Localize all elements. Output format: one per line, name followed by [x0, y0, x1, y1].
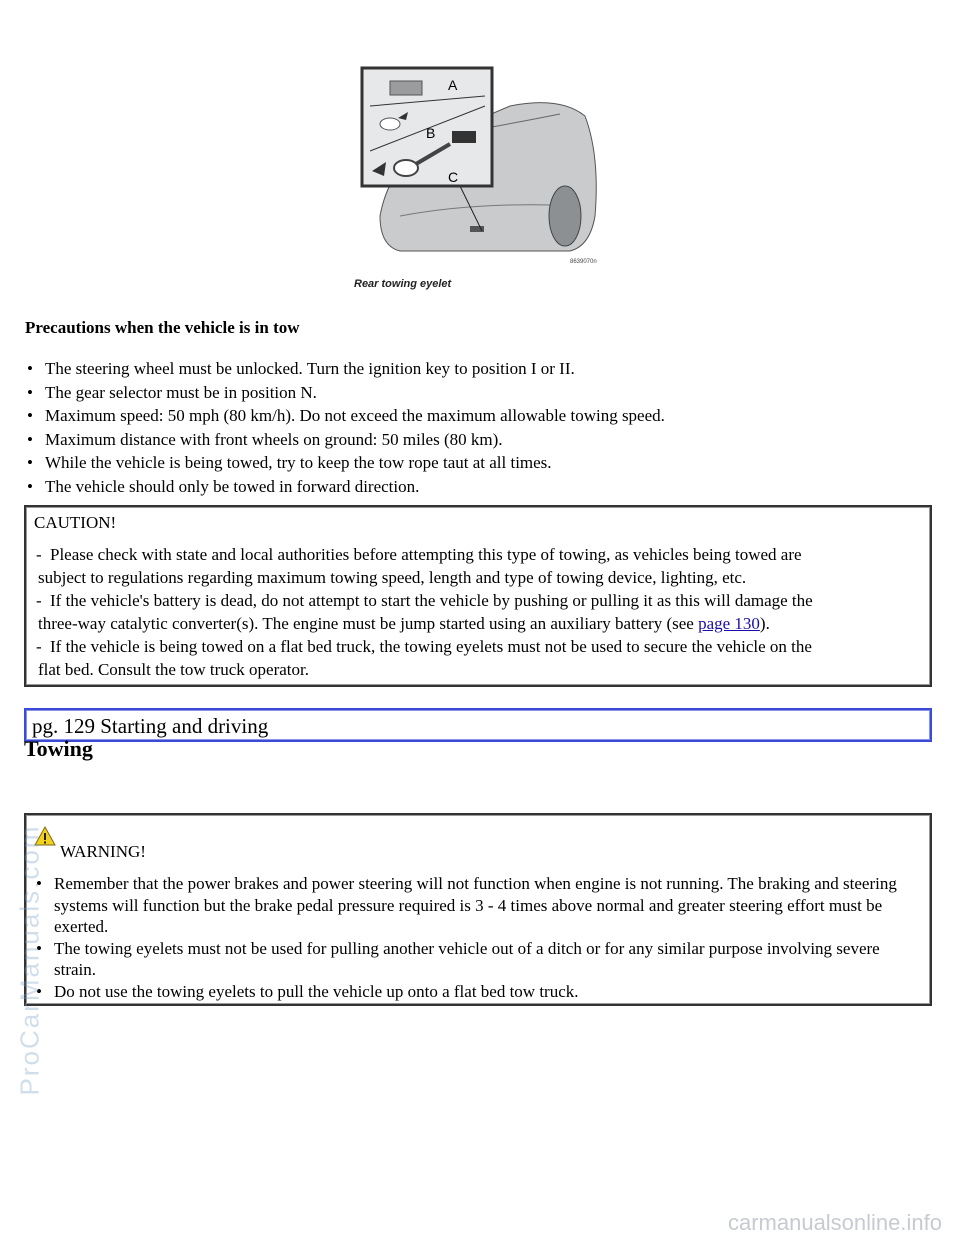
caution-line: - If the vehicle is being towed on a flat bed truck, the towing eyelets must not be used to secure the vehicle on the	[36, 637, 812, 656]
callout-a: A	[448, 77, 458, 93]
list-item: • The steering wheel must be unlocked. Turn the ignition key to position I or II.	[25, 358, 925, 382]
footer-watermark: carmanualsonline.info	[727, 1210, 942, 1235]
warning-title: WARNING!	[60, 842, 146, 861]
warning-header	[34, 823, 922, 865]
car-rear-drawing	[360, 66, 610, 266]
list-item: • The vehicle should only be towed in forward direction.	[25, 476, 925, 500]
caution-line: - If the vehicle's battery is dead, do not attempt to start the vehicle by pushing or pulling it as this will damage the	[36, 591, 813, 610]
figure-caption: Rear towing eyelet	[354, 278, 452, 290]
page-header-box: pg. 129 Starting and driving	[24, 708, 932, 742]
caution-line: three-way catalytic converter(s). The engine must be jump started using an auxiliary battery (see page 130).	[38, 614, 770, 633]
list-item: • Remember that the power brakes and power steering will not function when engine is not running. The braking and steering systems will function but the brake pedal pressure required is 3 - 4 times above normal and greater steering effort must be exerted.	[34, 873, 922, 938]
list-item: • Do not use the towing eyelets to pull the vehicle up onto a flat bed tow truck.	[34, 981, 922, 1003]
page-130-link[interactable]: page 130	[698, 614, 760, 633]
caution-line: flat bed. Consult the tow truck operator.	[38, 660, 309, 679]
list-item: • The gear selector must be in position N.	[25, 382, 925, 406]
callout-c: C	[448, 169, 459, 185]
precautions-list	[25, 358, 925, 499]
list-item: • While the vehicle is being towed, try to keep the tow rope taut at all times.	[25, 452, 925, 476]
list-item: • Maximum speed: 50 mph (80 km/h). Do not exceed the maximum allowable towing speed.	[25, 405, 925, 429]
figure-code: 8639070n	[570, 259, 597, 265]
caution-line: subject to regulations regarding maximum towing speed, length and type of towing device, lighting, etc.	[38, 568, 747, 587]
list-item: • Maximum distance with front wheels on ground: 50 miles (80 km).	[25, 429, 925, 453]
callout-b: B	[426, 125, 436, 141]
warning-list	[34, 873, 922, 1002]
side-watermark: ProCarManuals.com	[14, 824, 45, 1096]
warning-box	[24, 813, 932, 1006]
caution-title: CAUTION!	[34, 513, 117, 532]
precautions-heading: Precautions when the vehicle is in tow	[25, 318, 300, 337]
section-title: Towing	[24, 736, 93, 761]
caution-box	[24, 505, 932, 687]
caution-line: - Please check with state and local authorities before attempting this type of towing, as vehicles being towed are	[36, 545, 802, 564]
list-item: • The towing eyelets must not be used for pulling another vehicle out of a ditch or for any similar purpose involving severe strain.	[34, 938, 922, 981]
